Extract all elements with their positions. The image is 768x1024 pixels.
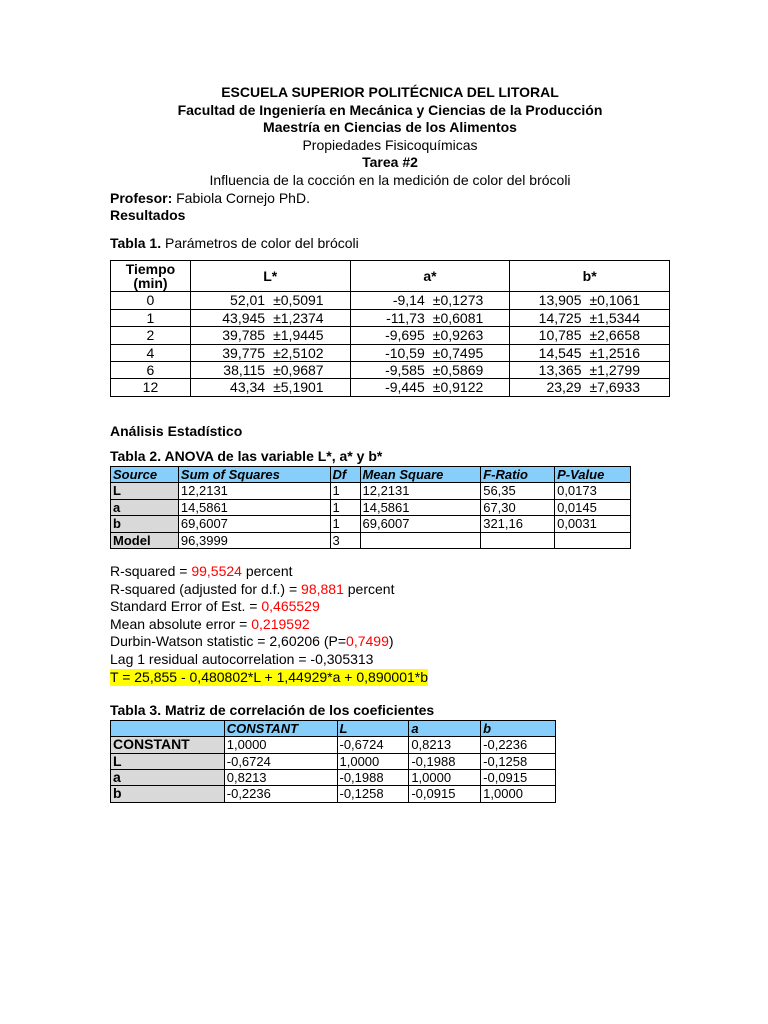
cell: 56,35 bbox=[481, 483, 555, 499]
regression-equation bbox=[110, 669, 670, 687]
a-sd: ±0,9263 bbox=[432, 327, 484, 344]
standard-error-value: 0,465529 bbox=[261, 598, 320, 615]
institution-title: ESCUELA SUPERIOR POLITÉCNICA DEL LITORAL bbox=[221, 84, 559, 100]
cell: 1,0000 bbox=[224, 737, 337, 753]
time-cell: 12 bbox=[111, 379, 191, 396]
topic-title: Influencia de la cocción en la medición de color del brócoli bbox=[209, 171, 571, 188]
cell bbox=[360, 532, 481, 548]
table3-header-row bbox=[111, 720, 556, 736]
lag1-line: Lag 1 residual autocorrelation = -0,305313 bbox=[110, 650, 374, 667]
r-squared-unit: percent bbox=[241, 563, 293, 579]
cell: 1,0000 bbox=[337, 753, 409, 769]
cell: 0,8213 bbox=[409, 737, 481, 753]
cell: 0,0173 bbox=[555, 483, 631, 499]
table1-header-time: Tiempo (min) bbox=[111, 261, 191, 292]
l-cell bbox=[190, 327, 350, 344]
program-title: Maestría en Ciencias de los Alimentos bbox=[263, 119, 517, 136]
b-sd: ±0,1061 bbox=[589, 292, 640, 309]
assignment-title: Tarea #2 bbox=[362, 154, 418, 171]
l-value: 43,34 bbox=[230, 379, 266, 396]
table-row bbox=[111, 753, 556, 769]
table-row bbox=[111, 309, 670, 326]
a-value: -9,445 bbox=[385, 379, 425, 396]
a-value: -9,14 bbox=[392, 292, 425, 309]
row-label: CONSTANT bbox=[111, 737, 225, 753]
row-label: a bbox=[111, 769, 225, 785]
b-value: 14,545 bbox=[538, 344, 582, 361]
a-value: -9,695 bbox=[385, 327, 425, 344]
l-cell bbox=[190, 309, 350, 326]
time-cell: 4 bbox=[111, 344, 191, 361]
cell: -0,0915 bbox=[409, 786, 481, 802]
header-a: a bbox=[409, 720, 481, 736]
standard-error-line bbox=[110, 598, 670, 616]
b-cell bbox=[510, 361, 670, 378]
cell: 1 bbox=[330, 516, 360, 532]
table1-header-l: L* bbox=[190, 261, 350, 292]
l-value: 43,945 bbox=[222, 309, 266, 326]
table-row bbox=[111, 737, 556, 753]
b-cell bbox=[510, 309, 670, 326]
a-cell bbox=[350, 361, 510, 378]
professor-line bbox=[110, 190, 670, 208]
l-sd: ±1,9445 bbox=[273, 327, 324, 344]
mae-label: Mean absolute error = bbox=[110, 615, 252, 632]
table1-caption-text: Parámetros de color del brócoli bbox=[161, 234, 359, 251]
durbin-watson-line bbox=[110, 633, 670, 651]
cell: -0,2236 bbox=[481, 737, 556, 753]
l-value: 52,01 bbox=[230, 292, 266, 309]
b-value: 23,29 bbox=[546, 379, 582, 396]
time-cell: 1 bbox=[111, 309, 191, 326]
table1-caption bbox=[110, 235, 670, 253]
r-squared-adj-value: 98,881 bbox=[301, 580, 344, 597]
a-cell bbox=[350, 344, 510, 361]
header-constant: CONSTANT bbox=[224, 720, 337, 736]
cell: -0,6724 bbox=[224, 753, 337, 769]
standard-error-label: Standard Error of Est. = bbox=[110, 598, 262, 615]
equation-highlight: T = 25,855 - 0,480802*L + 1,44929*a + 0,890001*b bbox=[110, 668, 429, 685]
a-cell bbox=[350, 327, 510, 344]
mae-value: 0,219592 bbox=[251, 615, 310, 632]
header-b: b bbox=[481, 720, 556, 736]
table-row bbox=[111, 344, 670, 361]
a-cell bbox=[350, 379, 510, 396]
stats-heading: Análisis Estadístico bbox=[110, 422, 243, 439]
anova-table bbox=[110, 466, 631, 549]
a-sd: ±0,6081 bbox=[432, 309, 484, 326]
a-value: -10,59 bbox=[385, 344, 425, 361]
l-sd: ±5,1901 bbox=[273, 379, 324, 396]
mean-absolute-error-line bbox=[110, 616, 670, 634]
header-source: Source bbox=[111, 466, 179, 482]
a-value: -9,585 bbox=[385, 361, 425, 378]
table-row bbox=[111, 327, 670, 344]
table2-caption: Tabla 2. ANOVA de las variable L*, a* y b* bbox=[110, 448, 383, 465]
row-label: Model bbox=[111, 532, 179, 548]
durbin-watson-p: 0,7499 bbox=[346, 633, 389, 650]
l-cell bbox=[190, 344, 350, 361]
l-cell bbox=[190, 292, 350, 309]
durbin-watson-label: Durbin-Watson statistic = 2,60206 (P= bbox=[110, 633, 347, 650]
b-cell bbox=[510, 344, 670, 361]
table1-caption-label: Tabla 1. bbox=[110, 234, 162, 251]
cell: 1 bbox=[330, 483, 360, 499]
faculty-title: Facultad de Ingeniería en Mecánica y Ciencias de la Producción bbox=[177, 101, 603, 118]
a-sd: ±0,9122 bbox=[432, 379, 484, 396]
cell: -0,2236 bbox=[224, 786, 337, 802]
r-squared-adj-unit: percent bbox=[343, 580, 395, 597]
table-row bbox=[111, 769, 556, 785]
cell bbox=[481, 532, 555, 548]
header-mean-square: Mean Square bbox=[360, 466, 481, 482]
row-label: L bbox=[111, 753, 225, 769]
cell: -0,6724 bbox=[337, 737, 409, 753]
a-value: -11,73 bbox=[386, 309, 425, 326]
a-sd: ±0,1273 bbox=[432, 292, 484, 309]
cell: 14,5861 bbox=[360, 499, 481, 515]
document-page bbox=[110, 84, 670, 803]
table-row bbox=[111, 499, 631, 515]
b-cell bbox=[510, 292, 670, 309]
header-df: Df bbox=[330, 466, 360, 482]
cell: 1,0000 bbox=[481, 786, 556, 802]
header-corner bbox=[111, 720, 225, 736]
a-sd: ±0,5869 bbox=[432, 361, 484, 378]
cell: 69,6007 bbox=[178, 516, 330, 532]
a-cell bbox=[350, 309, 510, 326]
b-sd: ±7,6933 bbox=[589, 379, 640, 396]
cell: 69,6007 bbox=[360, 516, 481, 532]
cell: -0,1988 bbox=[337, 769, 409, 785]
professor-name: Fabiola Cornejo PhD. bbox=[172, 189, 310, 206]
header-f-ratio: F-Ratio bbox=[481, 466, 555, 482]
cell: 321,16 bbox=[481, 516, 555, 532]
r-squared-line bbox=[110, 563, 670, 581]
b-value: 14,725 bbox=[538, 309, 582, 326]
l-cell bbox=[190, 379, 350, 396]
a-cell bbox=[350, 292, 510, 309]
professor-label: Profesor: bbox=[110, 189, 173, 206]
b-cell bbox=[510, 327, 670, 344]
color-parameters-table bbox=[110, 260, 670, 396]
cell: -0,1258 bbox=[337, 786, 409, 802]
results-heading: Resultados bbox=[110, 207, 186, 224]
l-sd: ±0,5091 bbox=[273, 292, 324, 309]
table-row bbox=[111, 483, 631, 499]
a-sd: ±0,7495 bbox=[432, 344, 484, 361]
row-label: b bbox=[111, 786, 225, 802]
table1-header-a: a* bbox=[350, 261, 510, 292]
cell: -0,1988 bbox=[409, 753, 481, 769]
course-title: Propiedades Fisicoquímicas bbox=[302, 136, 478, 153]
r-squared-value: 99,5524 bbox=[191, 563, 242, 579]
table-row bbox=[111, 532, 631, 548]
cell: 67,30 bbox=[481, 499, 555, 515]
cell: 0,0145 bbox=[555, 499, 631, 515]
table-row bbox=[111, 786, 556, 802]
cell: 96,3999 bbox=[178, 532, 330, 548]
cell bbox=[555, 532, 631, 548]
cell: -0,0915 bbox=[481, 769, 556, 785]
time-cell: 0 bbox=[111, 292, 191, 309]
b-value: 13,365 bbox=[538, 361, 582, 378]
cell: 1,0000 bbox=[409, 769, 481, 785]
b-sd: ±1,2799 bbox=[589, 361, 640, 378]
b-sd: ±1,5344 bbox=[589, 309, 640, 326]
row-label: b bbox=[111, 516, 179, 532]
time-cell: 2 bbox=[111, 327, 191, 344]
table1-header-row bbox=[111, 261, 670, 292]
table-row bbox=[111, 379, 670, 396]
table2-header-row bbox=[111, 466, 631, 482]
l-cell bbox=[190, 361, 350, 378]
cell: 12,2131 bbox=[178, 483, 330, 499]
r-squared-label: R-squared = bbox=[110, 563, 192, 579]
b-value: 10,785 bbox=[538, 327, 582, 344]
table-row bbox=[111, 292, 670, 309]
correlation-matrix-table bbox=[110, 720, 556, 803]
r-squared-adj-line bbox=[110, 581, 670, 599]
b-cell bbox=[510, 379, 670, 396]
cell: 14,5861 bbox=[178, 499, 330, 515]
time-cell: 6 bbox=[111, 361, 191, 378]
cell: 3 bbox=[330, 532, 360, 548]
r-squared-adj-label: R-squared (adjusted for d.f.) = bbox=[110, 580, 302, 597]
header-p-value: P-Value bbox=[555, 466, 631, 482]
table1-header-b: b* bbox=[510, 261, 670, 292]
cell: 1 bbox=[330, 499, 360, 515]
table3-caption: Tabla 3. Matriz de correlación de los coeficientes bbox=[110, 702, 435, 719]
b-value: 13,905 bbox=[538, 292, 582, 309]
header-sum-of-squares: Sum of Squares bbox=[178, 466, 330, 482]
table-row bbox=[111, 516, 631, 532]
l-sd: ±0,9687 bbox=[273, 361, 324, 378]
header-l: L bbox=[337, 720, 409, 736]
l-value: 39,785 bbox=[222, 327, 266, 344]
durbin-watson-close: ) bbox=[388, 633, 394, 650]
row-label: L bbox=[111, 483, 179, 499]
b-sd: ±1,2516 bbox=[589, 344, 640, 361]
row-label: a bbox=[111, 499, 179, 515]
cell: 0,0031 bbox=[555, 516, 631, 532]
b-sd: ±2,6658 bbox=[589, 327, 640, 344]
l-sd: ±2,5102 bbox=[273, 344, 324, 361]
l-sd: ±1,2374 bbox=[273, 309, 324, 326]
cell: 12,2131 bbox=[360, 483, 481, 499]
l-value: 38,115 bbox=[223, 361, 266, 378]
cell: -0,1258 bbox=[481, 753, 556, 769]
cell: 0,8213 bbox=[224, 769, 337, 785]
regression-summary bbox=[110, 563, 670, 686]
l-value: 39,775 bbox=[222, 344, 266, 361]
table-row bbox=[111, 361, 670, 378]
